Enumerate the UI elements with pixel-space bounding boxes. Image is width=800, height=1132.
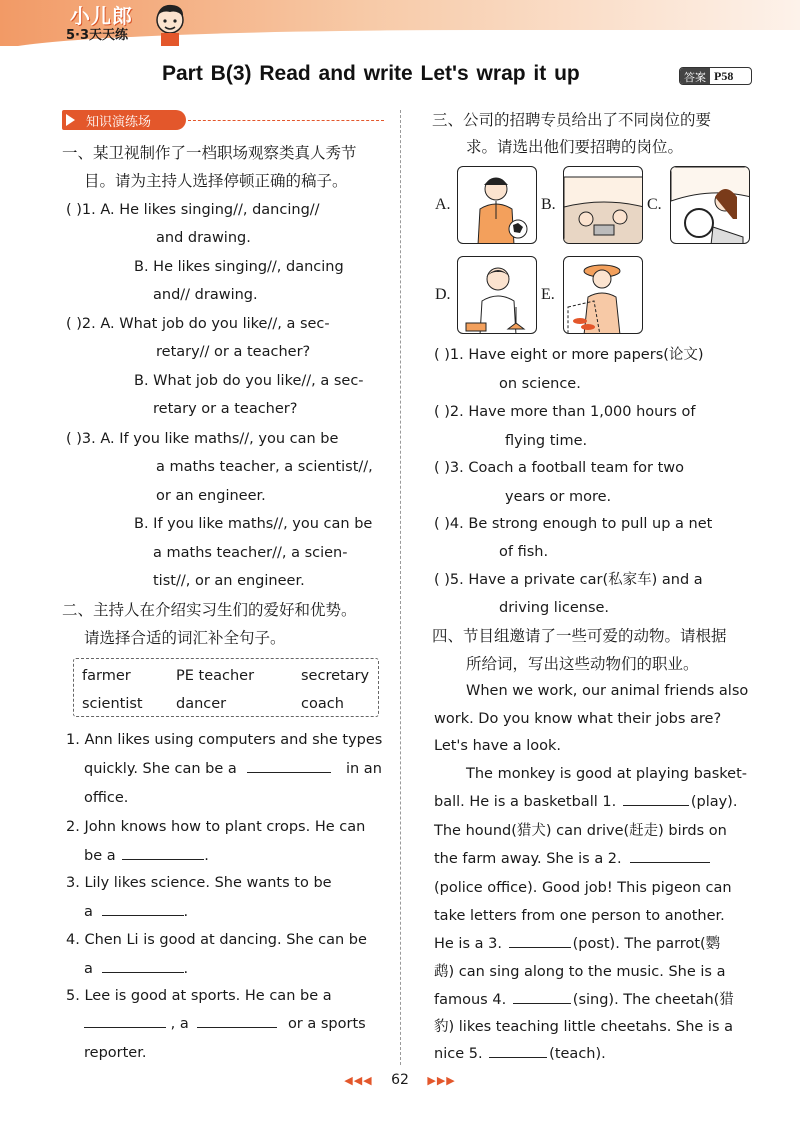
p4-line13: 豹) likes teaching little cheetahs. She is a xyxy=(434,1019,733,1035)
part3-instruction-line2: 求。请选出他们要招聘的岗位。 xyxy=(466,138,684,156)
picture-pilot xyxy=(563,166,643,244)
p4-line14 xyxy=(434,1044,606,1064)
fisherman-illustration-icon xyxy=(564,257,643,334)
p3-q4-line1: ( )4. Be strong enough to pull up a net xyxy=(434,516,713,532)
mascot-icon xyxy=(150,0,190,46)
p2-q1-text-b: in an xyxy=(345,761,382,777)
p2-q2-blank[interactable] xyxy=(122,846,204,860)
q1-line-a2: and drawing. xyxy=(156,230,251,246)
q3-line-a2: a maths teacher, a scientist//, xyxy=(156,459,373,475)
p4-line2: work. Do you know what their jobs are? xyxy=(434,711,722,727)
p2-q4-text-b: . xyxy=(183,961,189,977)
picture-driver xyxy=(670,166,750,244)
p4-blank-2[interactable] xyxy=(630,849,710,863)
p2-q2-line2 xyxy=(84,846,209,866)
driver-illustration-icon xyxy=(671,167,750,244)
p3-q2-line1: ( )2. Have more than 1,000 hours of xyxy=(434,404,696,420)
p2-q2-text-b: . xyxy=(204,848,209,864)
pic-label-b: B. xyxy=(541,196,556,213)
p4-line7-text: the farm away. She is a 2. xyxy=(434,851,622,867)
answer-page: P58 xyxy=(714,69,734,83)
q1-line-b2: and// drawing. xyxy=(153,287,258,303)
p3-q2-line2: flying time. xyxy=(505,433,588,449)
q3-line-b2: a maths teacher//, a scien- xyxy=(153,545,348,561)
p2-q1-line3: office. xyxy=(84,790,129,806)
p4-blank-3[interactable] xyxy=(509,934,571,948)
word-farmer: farmer xyxy=(82,668,131,684)
page-title: Part B(3) Read and write Let's wrap it up xyxy=(162,62,580,85)
p4-line9: take letters from one person to another. xyxy=(434,908,725,924)
p4-line3: Let's have a look. xyxy=(434,738,562,754)
answer-tag xyxy=(679,67,752,85)
q3-line-b1: B. If you like maths//, you can be xyxy=(134,516,373,532)
q2-line-b1: B. What job do you like//, a sec- xyxy=(134,373,364,389)
p2-q1-line2 xyxy=(84,759,382,779)
p4-line5-text-a: ball. He is a basketball 1. xyxy=(434,794,617,810)
p4-line4: The monkey is good at playing basket- xyxy=(466,766,747,782)
p2-q5-line3: reporter. xyxy=(84,1045,147,1061)
word-secretary: secretary xyxy=(301,668,370,684)
q3-line-b3: tist//, or an engineer. xyxy=(153,573,305,589)
p4-line10 xyxy=(434,934,720,954)
part2-instruction-line2: 请选择合适的词汇补全句子。 xyxy=(84,629,286,647)
p2-q2-line1: 2. John knows how to plant crops. He can xyxy=(66,819,366,835)
column-divider xyxy=(400,110,401,1065)
page-number: 62 xyxy=(391,1072,409,1088)
q3-line-a3: or an engineer. xyxy=(156,488,266,504)
pic-label-a: A. xyxy=(435,196,451,213)
p4-line8: (police office). Good job! This pigeon can xyxy=(434,880,732,896)
p2-q5-text-a: , a xyxy=(170,1016,189,1032)
p2-q4-text-a: a xyxy=(84,961,93,977)
q2-line-a2: retary// or a teacher? xyxy=(156,344,311,360)
p2-q5-line2 xyxy=(84,1014,366,1034)
footer-left-arrows-icon: ◀◀◀ xyxy=(344,1074,373,1087)
picture-coach xyxy=(457,166,537,244)
p2-q1-blank[interactable] xyxy=(247,759,331,773)
word-scientist: scientist xyxy=(82,696,143,712)
p4-line7 xyxy=(434,849,710,869)
p2-q5-text-b: or a sports xyxy=(287,1016,366,1032)
p3-q5-line1: ( )5. Have a private car(私家车) and a xyxy=(434,572,703,588)
p4-line14-text-a: nice 5. xyxy=(434,1046,483,1062)
p4-line1: When we work, our animal friends also xyxy=(466,683,749,699)
p4-line10-text-a: He is a 3. xyxy=(434,936,502,952)
p2-q3-text-a: a xyxy=(84,904,93,920)
p4-line12 xyxy=(434,990,734,1010)
part3-instruction-line1: 三、公司的招聘专员给出了不同岗位的要 xyxy=(432,111,712,129)
answer-label: 答案 xyxy=(680,68,710,84)
coach-illustration-icon xyxy=(458,167,537,244)
word-coach: coach xyxy=(301,696,344,712)
p2-q4-line1: 4. Chen Li is good at dancing. She can be xyxy=(66,932,367,948)
p2-q3-line2 xyxy=(84,902,188,922)
q1-line-b1: B. He likes singing//, dancing xyxy=(134,259,344,275)
p2-q3-line1: 3. Lily likes science. She wants to be xyxy=(66,875,332,891)
p3-q3-line2: years or more. xyxy=(505,489,612,505)
p4-line14-text-b: (teach). xyxy=(549,1046,606,1062)
picture-scientist xyxy=(457,256,537,334)
p4-blank-4[interactable] xyxy=(513,990,571,1004)
p3-q4-line2: of fish. xyxy=(499,544,549,560)
p2-q1-line1: 1. Ann likes using computers and she types xyxy=(66,732,383,748)
page-footer xyxy=(0,1072,800,1088)
p2-q2-text-a: be a xyxy=(84,848,116,864)
p2-q5-blank-2[interactable] xyxy=(197,1014,277,1028)
p4-line10-text-b: (post). The parrot(鹦 xyxy=(572,936,721,952)
q2-line-b2: retary or a teacher? xyxy=(153,401,298,417)
p4-blank-1[interactable] xyxy=(623,792,689,806)
footer-right-arrows-icon: ▶▶▶ xyxy=(427,1074,456,1087)
p2-q4-blank[interactable] xyxy=(102,959,184,973)
p4-blank-5[interactable] xyxy=(489,1044,547,1058)
part4-instruction-line2: 所给词，写出这些动物们的职业。 xyxy=(466,655,699,673)
p4-line5-text-b: (play). xyxy=(690,794,738,810)
part1-instruction-line2: 目。请为主持人选择停顿正确的稿子。 xyxy=(84,172,348,190)
q2-line-a1: ( )2. A. What job do you like//, a sec- xyxy=(66,316,330,332)
p4-line11: 鹉) can sing along to the music. She is a xyxy=(434,964,726,980)
part1-instruction-line1: 一、某卫视制作了一档职场观察类真人秀节 xyxy=(62,144,357,162)
p4-line5 xyxy=(434,792,737,812)
section-banner-label: 知识演练场 xyxy=(86,115,152,130)
pilot-illustration-icon xyxy=(564,167,643,244)
p2-q3-text-b: . xyxy=(183,904,189,920)
p2-q1-text-a: quickly. She can be a xyxy=(84,761,237,777)
p4-line12-text-b: (sing). The cheetah(猎 xyxy=(572,992,734,1008)
p4-line6: The hound(猎犬) can drive(赶走) birds on xyxy=(434,823,727,839)
p4-line12-text-a: famous 4. xyxy=(434,992,507,1008)
p3-q1-line1: ( )1. Have eight or more papers(论文) xyxy=(434,347,704,363)
p3-q5-line2: driving license. xyxy=(499,600,610,616)
section-banner-line xyxy=(188,120,384,121)
q3-line-a1: ( )3. A. If you like maths//, you can be xyxy=(66,431,339,447)
pic-label-e: E. xyxy=(541,286,555,303)
part2-instruction-line1: 二、主持人在介绍实习生们的爱好和优势。 xyxy=(62,601,357,619)
word-dancer: dancer xyxy=(176,696,227,712)
pic-label-c: C. xyxy=(647,196,662,213)
p2-q4-line2 xyxy=(84,959,188,979)
p2-q5-line1: 5. Lee is good at sports. He can be a xyxy=(66,988,332,1004)
p3-q3-line1: ( )3. Coach a football team for two xyxy=(434,460,684,476)
brand-logo: 小儿郎 xyxy=(70,4,133,28)
q1-line-a1: ( )1. A. He likes singing//, dancing// xyxy=(66,202,320,218)
banner-arrow-icon xyxy=(66,114,75,126)
scientist-illustration-icon xyxy=(458,257,537,334)
section-banner xyxy=(62,110,186,130)
part4-instruction-line1: 四、节目组邀请了一些可爱的动物。请根据 xyxy=(432,627,727,645)
word-pe-teacher: PE teacher xyxy=(176,668,255,684)
brand-subtitle: 5·3天天练 xyxy=(66,28,129,43)
p2-q5-blank-1[interactable] xyxy=(84,1014,166,1028)
p3-q1-line2: on science. xyxy=(499,376,581,392)
pic-label-d: D. xyxy=(435,286,451,303)
p2-q3-blank[interactable] xyxy=(102,902,184,916)
picture-fisherman xyxy=(563,256,643,334)
